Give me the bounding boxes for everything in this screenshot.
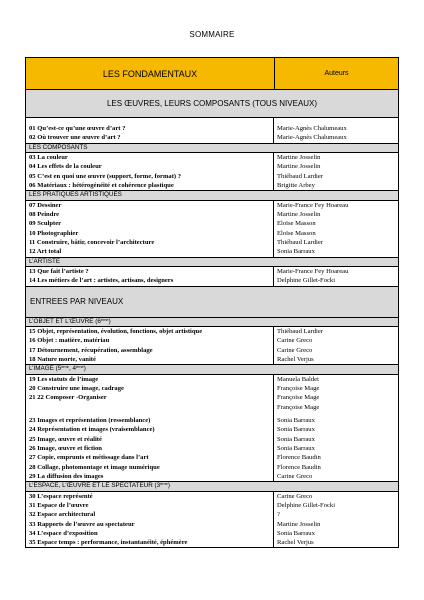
toc-row: [26, 247, 398, 256]
toc-entry-title: 17 Détournement, récupération, assemblage: [26, 346, 274, 355]
toc-entry-author: Eloïse Masson: [277, 229, 316, 237]
toc-entry-author: Martine Josselin: [277, 211, 321, 219]
toc-row: [26, 375, 398, 384]
toc-entry-author: Martine Josselin: [277, 520, 321, 528]
toc-entry-author: Rachel Verjus: [277, 356, 314, 364]
rows-pratiques: [26, 201, 398, 258]
toc-row: [26, 181, 398, 190]
toc-entry-title: 11 Construire, bâtir, concevoir l’architecture: [26, 238, 274, 247]
toc-row: [26, 219, 398, 228]
toc-row: [26, 133, 398, 142]
rows-artiste: [26, 267, 398, 287]
toc-entry-author: Françoise Mage: [277, 403, 320, 411]
toc-entry-title: 25 Image, œuvre et réalité: [26, 435, 274, 444]
toc-entry-author: Eloïse Masson: [277, 220, 316, 228]
toc-entry-title: 21 22 Composer -Organiser: [26, 393, 274, 402]
toc-row: [26, 529, 398, 538]
rows-intro: [26, 118, 398, 144]
toc-entry-title: 29 La diffusion des images: [26, 472, 274, 481]
rows-composants: [26, 153, 398, 191]
toc-row: [26, 162, 398, 171]
toc-row: [26, 355, 398, 364]
toc-entry-author: Rachel Verjus: [277, 539, 314, 547]
toc-row: [26, 520, 398, 529]
toc-entry-title: 30 L’espace représenté: [26, 492, 274, 501]
toc-entry-author: Martine Josselin: [277, 163, 321, 171]
toc-entry-title: 13 Que fait l’artiste ?: [26, 267, 274, 276]
page-title: SOMMAIRE: [189, 30, 235, 39]
toc-row: [26, 336, 398, 345]
toc-row: [26, 229, 398, 238]
toc-entry-author: Sonia Barraux: [277, 426, 315, 434]
toc-entry-title: 19 Les statuts de l’image: [26, 375, 274, 384]
toc-entry-title: 18 Nature morte, vanité: [26, 355, 274, 364]
toc-row: [26, 435, 398, 444]
toc-row: [26, 472, 398, 481]
toc-row: [26, 124, 398, 133]
toc-entry-author: Marie-France Fey Hoareau: [277, 268, 349, 276]
toc-entry-title: 33 Rapports de l’œuvre au spectateur: [26, 520, 274, 529]
toc-row: [26, 538, 398, 547]
toc-entry-author: Thiébaud Lardier: [277, 238, 323, 246]
toc-entry-title: 35 Espace temps : performance, instantanéité, éphémère: [26, 538, 274, 547]
toc-entry-title: 02 Où trouver une œuvre d’art ?: [26, 133, 274, 142]
header-authors-cell: Auteurs: [324, 70, 349, 77]
toc-entry-title: 24 Représentation et images (vraisemblance): [26, 425, 274, 434]
toc-row: [26, 510, 398, 519]
toc-entry-author: Carine Greco: [277, 337, 313, 345]
toc-table: [25, 57, 399, 548]
toc-entry-title: 09 Sculpter: [26, 219, 274, 228]
toc-entry-title: [26, 403, 274, 412]
toc-entry-author: Thiébaud Lardier: [277, 328, 323, 336]
toc-row: [26, 384, 398, 393]
section-band-niveaux: ENTREES PAR NIVEAUX: [26, 287, 398, 318]
toc-entry-title: 12 Art total: [26, 247, 274, 256]
toc-entry-author: Delphine Gillet-Focki: [277, 501, 336, 509]
toc-row: [26, 201, 398, 210]
toc-entry-title: 01 Qu’est-ce qu’une œuvre d’art ?: [26, 124, 274, 133]
toc-row: [26, 425, 398, 434]
toc-row: [26, 416, 398, 425]
toc-row: [26, 492, 398, 501]
toc-entry-author: Sonia Barraux: [277, 529, 315, 537]
toc-entry-author: Carine Greco: [277, 472, 313, 480]
rows-image: [26, 375, 398, 482]
toc-entry-title: 31 Espace de l’œuvre: [26, 501, 274, 510]
toc-entry-author: Sonia Barraux: [277, 248, 315, 256]
toc-entry-author: Françoise Mage: [277, 385, 320, 393]
toc-entry-title: 26 Image, œuvre et fiction: [26, 444, 274, 453]
toc-entry-title: 05 C’est en quoi une œuvre (support, forme, format) ?: [26, 172, 274, 181]
toc-entry-author: Florence Baudin: [277, 454, 321, 462]
toc-row: [26, 403, 398, 412]
section-objet: L’OBJET ET L’ŒUVRE (6ème): [26, 318, 398, 328]
section-pratiques: LES PRATIQUES ARTISTIQUES: [26, 191, 398, 201]
toc-entry-author: Françoise Mage: [277, 394, 320, 402]
toc-entry-title: 14 Les métiers de l’art : artistes, artisans, designers: [26, 276, 274, 285]
toc-entry-author: Marie-Agnès Chalumeaux: [277, 134, 347, 142]
toc-entry-author: Sonia Barraux: [277, 417, 315, 425]
section-artiste: L’ARTISTE: [26, 258, 398, 268]
toc-entry-author: Florence Baudin: [277, 463, 321, 471]
toc-row: [26, 444, 398, 453]
toc-row: [26, 238, 398, 247]
toc-entry-author: Carine Greco: [277, 346, 313, 354]
toc-entry-author: Carine Greco: [277, 492, 313, 500]
toc-row: [26, 393, 398, 402]
toc-entry-author: Thiébaud Lardier: [277, 172, 323, 180]
rows-espace: [26, 492, 398, 548]
toc-entry-title: 23 Images et représentation (ressemblance): [26, 416, 274, 425]
toc-entry-author: ?: [277, 511, 280, 519]
toc-entry-title: 28 Collage, photomontage et image numérique: [26, 463, 274, 472]
toc-row: [26, 501, 398, 510]
toc-entry-title: 20 Construire une image, cadrage: [26, 384, 274, 393]
section-espace: L’ESPACE, L’ŒUVRE ET LE SPECTATEUR (3ème): [26, 482, 398, 492]
toc-row: [26, 276, 398, 285]
header-main-cell: LES FONDAMENTAUX: [26, 58, 275, 89]
toc-entry-author: Martine Josselin: [277, 154, 321, 162]
toc-row: [26, 153, 398, 162]
toc-entry-title: 32 Espace architectural: [26, 510, 274, 519]
section-composants: LES COMPOSANTS: [26, 144, 398, 154]
toc-entry-author: Sonia Barraux: [277, 444, 315, 452]
toc-entry-title: 27 Copie, emprunts et métissage dans l’art: [26, 453, 274, 462]
toc-entry-title: 04 Les effets de la couleur: [26, 162, 274, 171]
toc-row: [26, 210, 398, 219]
toc-entry-author: Sonia Barraux: [277, 435, 315, 443]
toc-row: [26, 327, 398, 336]
toc-entry-author: Marie-Agnès Chalumeaux: [277, 125, 347, 132]
toc-entry-title: 34 L’espace d’exposition: [26, 529, 274, 538]
rows-objet: [26, 327, 398, 365]
toc-row: [26, 172, 398, 181]
toc-entry-title: 07 Dessiner: [26, 201, 274, 210]
toc-row: [26, 463, 398, 472]
toc-row: [26, 453, 398, 462]
toc-entry-author: Brigitte Arbey: [277, 181, 315, 189]
toc-entry-title: 10 Photographier: [26, 229, 274, 238]
section-image: L’IMAGE (5ème, 4ème): [26, 365, 398, 375]
table-header: [26, 58, 398, 90]
toc-entry-author: Marie-France Fey Hoareau: [277, 201, 349, 209]
toc-entry-title: 16 Objet : matière, matériau: [26, 336, 274, 345]
toc-entry-title: 08 Peindre: [26, 210, 274, 219]
toc-entry-title: 06 Matériaux : hétérogénéité et cohérence plastique: [26, 181, 274, 190]
section-band-oeuvres: LES ŒUVRES, LEURS COMPOSANTS (TOUS NIVEAUX): [26, 90, 398, 118]
toc-row: [26, 267, 398, 276]
toc-row: [26, 346, 398, 355]
toc-entry-title: 03 La couleur: [26, 153, 274, 162]
toc-entry-author: Delphine Gillet-Focki: [277, 277, 336, 285]
toc-entry-author: Manuela Baldet: [277, 375, 319, 383]
toc-entry-title: 15 Objet, représentation, évolution, fonctions, objet artistique: [26, 327, 274, 336]
